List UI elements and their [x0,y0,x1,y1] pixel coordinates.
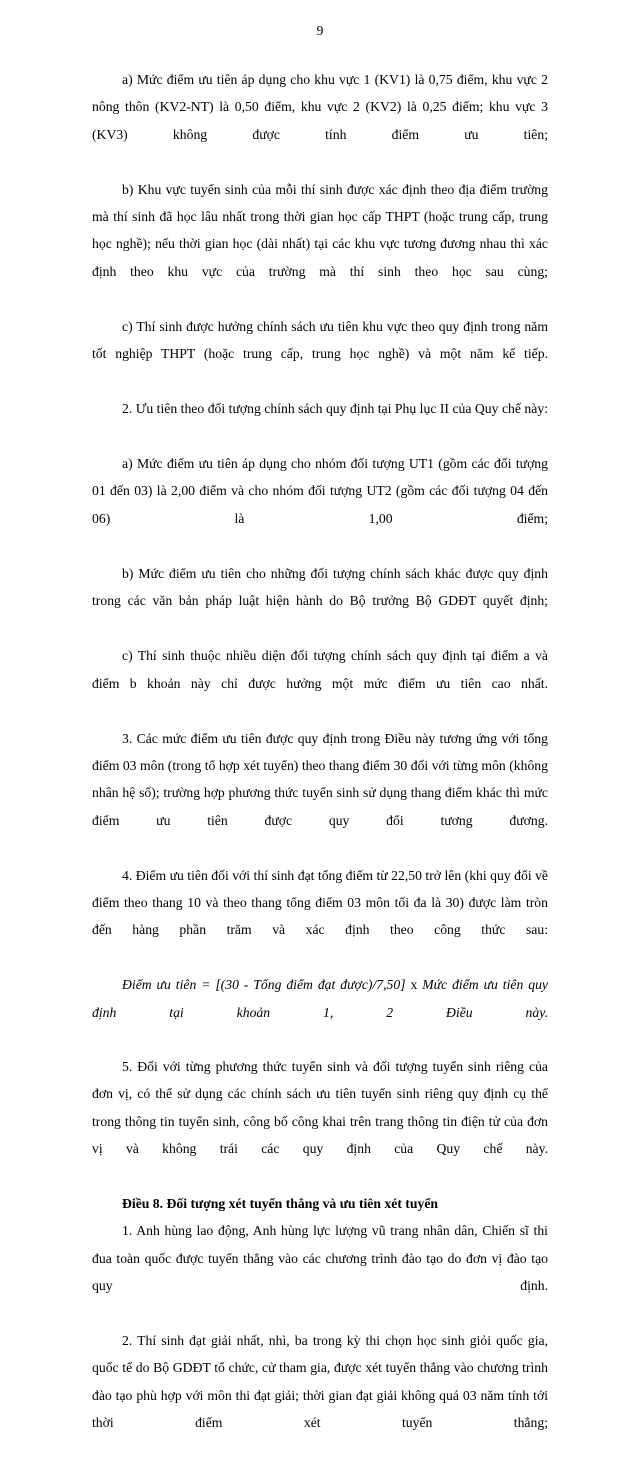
paragraph-8-2: 2. Thí sinh đạt giải nhất, nhì, ba trong kỳ thi chọn học sinh giỏi quốc gia, quốc tế do Bộ GDĐT tổ chức, cử tham gia, được xét tuyển thẳng vào chương trình đào tạo phù hợp với môn thi đạt giải; thời gian đạt giải không quá 03 năm tính tới thời điểm xét tuyển thẳng; [92,1333,548,1431]
formula-part-2: Mức điểm ưu tiên quy định tại khoản 1, 2 Điều này. [92,977,549,1020]
paragraph-2b: b) Mức điểm ưu tiên cho những đối tượng chính sách khác được quy định trong các văn bản pháp luật hiện hành do Bộ trưởng Bộ GDĐT quyết định; [92,565,548,609]
paragraph-5: 5. Đối với từng phương thức tuyển sinh và đối tượng tuyển sinh riêng của đơn vị, có thể sử dụng các chính sách ưu tiên tuyển sinh riêng quy định cụ thể trong thông tin tuyển sinh, công bố công khai trên trang thông tin điện tử của đơn vị và không trái các quy định của Quy chế này. [92,1059,548,1157]
paragraph-2: 2. Ưu tiên theo đối tượng chính sách quy định tại Phụ lục II của Quy chế này: [122,401,548,417]
document-body [92,66,548,1464]
paragraph-2a: a) Mức điểm ưu tiên áp dụng cho nhóm đối tượng UT1 (gồm các đối tượng 01 đến 03) là 2,00 điểm và cho nhóm đối tượng UT2 (gồm các đối tượng 04 đến 06) là 1,00 điểm; [92,456,548,526]
paragraph-3: 3. Các mức điểm ưu tiên được quy định trong Điều này tương ứng với tổng điểm 03 môn (trong tổ hợp xét tuyển) theo thang điểm 30 đối với từng môn (không nhân hệ số); trường hợp phương thức tuyển sinh sử dụng thang điểm khác thì mức điểm ưu tiên được quy đổi tương đương. [92,730,548,828]
paragraph-4: 4. Điểm ưu tiên đối với thí sinh đạt tổng điểm từ 22,50 trở lên (khi quy đổi về điểm theo thang 10 và theo thang tổng điểm 03 môn tối đa là 30) được làm tròn đến hàng phần trăm và xác định theo công thức sau: [92,867,548,938]
priority-score-formula [92,971,548,1053]
paragraph-1a: a) Mức điểm ưu tiên áp dụng cho khu vực 1 (KV1) là 0,75 điểm, khu vực 2 nông thôn (KV2-NT) là 0,50 điểm, khu vực 2 (KV2) là 0,25 điểm; khu vực 3 (KV3) không được tính điểm ưu tiên; [92,72,548,142]
formula-part-1: Điểm ưu tiên = [(30 - Tổng điểm đạt được)/7,50] [122,977,406,993]
paragraph-1b: b) Khu vực tuyển sinh của mỗi thí sinh được xác định theo địa điểm trường mà thí sinh đã học lâu nhất trong thời gian học cấp THPT (hoặc trung cấp, trung học nghề); nếu thời gian học (dài nhất) tại các khu vực tương đương nhau thì xác định theo khu vực của trường mà thí sinh theo học sau cùng; [92,181,548,279]
page-number: 9 [316,23,324,38]
section-heading-dieu-8: Điều 8. Đối tượng xét tuyển thẳng và ưu tiên xét tuyển [122,1196,439,1212]
formula-multiplication-operator: x [405,977,423,993]
paragraph-2c: c) Thí sinh thuộc nhiều diện đối tượng chính sách quy định tại điểm a và điểm b khoản này chỉ được hưởng một mức điểm ưu tiên cao nhất. [92,648,548,691]
paragraph-8-1: 1. Anh hùng lao động, Anh hùng lực lượng vũ trang nhân dân, Chiến sĩ thi đua toàn quốc được tuyển thẳng vào các chương trình đào tạo do đơn vị đào tạo quy định. [92,1223,548,1294]
paragraph-1c: c) Thí sinh được hưởng chính sách ưu tiên khu vực theo quy định trong năm tốt nghiệp THPT (hoặc trung cấp, trung học nghề) và một năm kế tiếp. [92,318,548,361]
